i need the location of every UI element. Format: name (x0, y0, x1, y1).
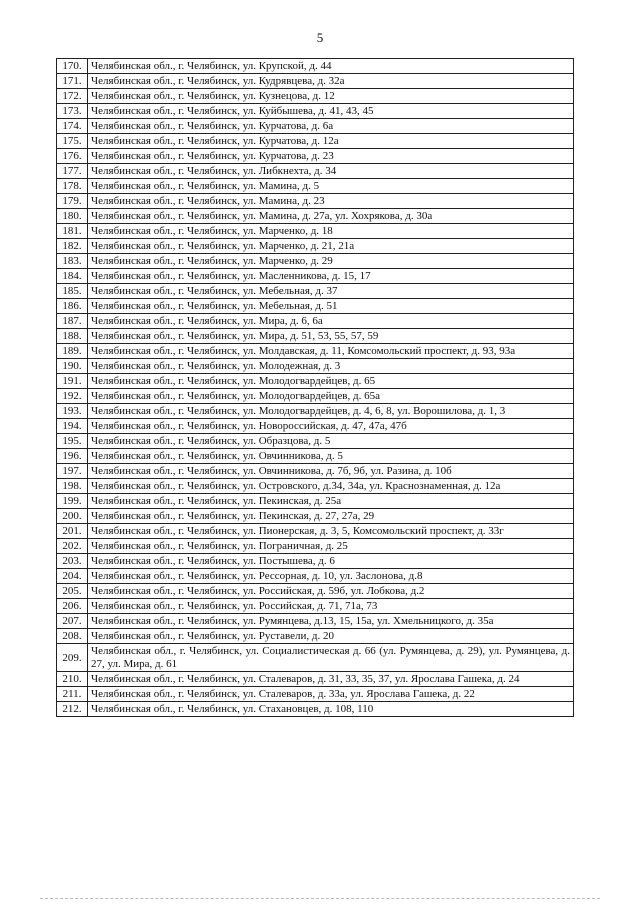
table-row (57, 134, 574, 149)
row-number: 207. (57, 614, 88, 629)
row-address: Челябинская обл., г. Челябинск, ул. Кудрявцева, д. 32а (88, 74, 574, 89)
row-address: Челябинская обл., г. Челябинск, ул. Мамина, д. 23 (88, 194, 574, 209)
table-row (57, 194, 574, 209)
row-number: 202. (57, 539, 88, 554)
table-row (57, 554, 574, 569)
row-number: 175. (57, 134, 88, 149)
row-number: 179. (57, 194, 88, 209)
row-address: Челябинская обл., г. Челябинск, ул. Руставели, д. 20 (88, 629, 574, 644)
row-address: Челябинская обл., г. Челябинск, ул. Овчинникова, д. 7б, 9б, ул. Разина, д. 10б (88, 464, 574, 479)
row-address: Челябинская обл., г. Челябинск, ул. Масленникова, д. 15, 17 (88, 269, 574, 284)
table-row (57, 59, 574, 74)
row-address: Челябинская обл., г. Челябинск, ул. Пекинская, д. 27, 27а, 29 (88, 509, 574, 524)
address-table (56, 58, 574, 717)
table-row (57, 119, 574, 134)
table-row (57, 269, 574, 284)
table-row (57, 149, 574, 164)
row-number: 201. (57, 524, 88, 539)
row-number: 190. (57, 359, 88, 374)
row-number: 188. (57, 329, 88, 344)
row-address: Челябинская обл., г. Челябинск, ул. Овчинникова, д. 5 (88, 449, 574, 464)
row-number: 180. (57, 209, 88, 224)
row-number: 198. (57, 479, 88, 494)
row-address: Челябинская обл., г. Челябинск, ул. Молодогвардейцев, д. 65 (88, 374, 574, 389)
row-number: 196. (57, 449, 88, 464)
row-address: Челябинская обл., г. Челябинск, ул. Стахановцев, д. 108, 110 (88, 702, 574, 717)
table-row (57, 359, 574, 374)
row-address: Челябинская обл., г. Челябинск, ул. Либкнехта, д. 34 (88, 164, 574, 179)
table-row (57, 314, 574, 329)
row-number: 212. (57, 702, 88, 717)
row-address: Челябинская обл., г. Челябинск, ул. Курчатова, д. 12а (88, 134, 574, 149)
row-number: 174. (57, 119, 88, 134)
row-number: 176. (57, 149, 88, 164)
row-address: Челябинская обл., г. Челябинск, ул. Марченко, д. 18 (88, 224, 574, 239)
row-address: Челябинская обл., г. Челябинск, ул. Образцова, д. 5 (88, 434, 574, 449)
row-address: Челябинская обл., г. Челябинск, ул. Сталеваров, д. 31, 33, 35, 37, ул. Ярослава Гашека, д. 24 (88, 672, 574, 687)
table-row (57, 329, 574, 344)
row-number: 185. (57, 284, 88, 299)
table-row (57, 524, 574, 539)
table-row (57, 224, 574, 239)
row-number: 211. (57, 687, 88, 702)
row-number: 193. (57, 404, 88, 419)
row-address: Челябинская обл., г. Челябинск, ул. Постышева, д. 6 (88, 554, 574, 569)
table-row (57, 629, 574, 644)
table-row (57, 164, 574, 179)
row-address: Челябинская обл., г. Челябинск, ул. Сталеваров, д. 33а, ул. Ярослава Гашека, д. 22 (88, 687, 574, 702)
table-row (57, 239, 574, 254)
row-number: 171. (57, 74, 88, 89)
row-address: Челябинская обл., г. Челябинск, ул. Курчатова, д. 6а (88, 119, 574, 134)
table-row (57, 464, 574, 479)
table-row (57, 672, 574, 687)
row-number: 178. (57, 179, 88, 194)
row-address: Челябинская обл., г. Челябинск, ул. Мамина, д. 27а, ул. Хохрякова, д. 30а (88, 209, 574, 224)
row-address: Челябинская обл., г. Челябинск, ул. Молдавская, д. 11, Комсомольский проспект, д. 93, 93а (88, 344, 574, 359)
table-row (57, 687, 574, 702)
row-number: 194. (57, 419, 88, 434)
table-row (57, 344, 574, 359)
row-number: 187. (57, 314, 88, 329)
row-address: Челябинская обл., г. Челябинск, ул. Мебельная, д. 51 (88, 299, 574, 314)
table-row (57, 702, 574, 717)
table-row (57, 209, 574, 224)
page-number: 5 (316, 30, 324, 45)
row-address: Челябинская обл., г. Челябинск, ул. Рессорная, д. 10, ул. Заслонова, д.8 (88, 569, 574, 584)
table-row (57, 254, 574, 269)
row-number: 199. (57, 494, 88, 509)
row-address: Челябинская обл., г. Челябинск, ул. Кузнецова, д. 12 (88, 89, 574, 104)
row-address: Челябинская обл., г. Челябинск, ул. Молодогвардейцев, д. 4, 6, 8, ул. Ворошилова, д. 1, 3 (88, 404, 574, 419)
row-number: 189. (57, 344, 88, 359)
page-bottom-edge (40, 898, 600, 899)
row-number: 181. (57, 224, 88, 239)
row-address: Челябинская обл., г. Челябинск, ул. Марченко, д. 21, 21а (88, 239, 574, 254)
row-number: 177. (57, 164, 88, 179)
row-address: Челябинская обл., г. Челябинск, ул. Румянцева, д.13, 15, 15а, ул. Хмельницкого, д. 35а (88, 614, 574, 629)
row-address: Челябинская обл., г. Челябинск, ул. Крупской, д. 44 (88, 59, 574, 74)
table-row (57, 374, 574, 389)
table-row (57, 299, 574, 314)
row-number: 170. (57, 59, 88, 74)
row-number: 205. (57, 584, 88, 599)
address-table-body (57, 59, 574, 717)
row-number: 172. (57, 89, 88, 104)
row-number: 182. (57, 239, 88, 254)
row-number: 183. (57, 254, 88, 269)
row-address: Челябинская обл., г. Челябинск, ул. Молодогвардейцев, д. 65а (88, 389, 574, 404)
table-row (57, 74, 574, 89)
table-row (57, 539, 574, 554)
row-address: Челябинская обл., г. Челябинск, ул. Мамина, д. 5 (88, 179, 574, 194)
row-number: 203. (57, 554, 88, 569)
row-address: Челябинская обл., г. Челябинск, ул. Пограничная, д. 25 (88, 539, 574, 554)
table-row (57, 599, 574, 614)
row-number: 186. (57, 299, 88, 314)
row-number: 206. (57, 599, 88, 614)
table-row (57, 569, 574, 584)
table-row (57, 104, 574, 119)
row-address: Челябинская обл., г. Челябинск, ул. Курчатова, д. 23 (88, 149, 574, 164)
row-number: 195. (57, 434, 88, 449)
row-number: 200. (57, 509, 88, 524)
row-address: Челябинская обл., г. Челябинск, ул. Российская, д. 59б, ул. Лобкова, д.2 (88, 584, 574, 599)
row-address: Челябинская обл., г. Челябинск, ул. Мебельная, д. 37 (88, 284, 574, 299)
table-row (57, 284, 574, 299)
row-number: 197. (57, 464, 88, 479)
table-row (57, 584, 574, 599)
row-address: Челябинская обл., г. Челябинск, ул. Новороссийская, д. 47, 47а, 47б (88, 419, 574, 434)
row-number: 204. (57, 569, 88, 584)
row-number: 184. (57, 269, 88, 284)
table-row (57, 419, 574, 434)
row-address: Челябинская обл., г. Челябинск, ул. Социалистическая д. 66 (ул. Румянцева, д. 29), ул. Румянцева, д. 27, ул. Мира, д. 61 (88, 644, 574, 672)
row-number: 208. (57, 629, 88, 644)
row-number: 210. (57, 672, 88, 687)
row-address: Челябинская обл., г. Челябинск, ул. Мира, д. 51, 53, 55, 57, 59 (88, 329, 574, 344)
row-address: Челябинская обл., г. Челябинск, ул. Марченко, д. 29 (88, 254, 574, 269)
table-row (57, 434, 574, 449)
row-number: 173. (57, 104, 88, 119)
row-address: Челябинская обл., г. Челябинск, ул. Островского, д.34, 34а, ул. Краснознаменная, д. 12а (88, 479, 574, 494)
table-row (57, 179, 574, 194)
table-row (57, 89, 574, 104)
table-row (57, 404, 574, 419)
table-row (57, 509, 574, 524)
table-row (57, 494, 574, 509)
row-number: 209. (57, 644, 88, 672)
table-row (57, 614, 574, 629)
table-row (57, 389, 574, 404)
row-address: Челябинская обл., г. Челябинск, ул. Пионерская, д. 3, 5, Комсомольский проспект, д. 33г (88, 524, 574, 539)
table-row (57, 479, 574, 494)
table-row (57, 449, 574, 464)
row-address: Челябинская обл., г. Челябинск, ул. Куйбышева, д. 41, 43, 45 (88, 104, 574, 119)
table-row (57, 644, 574, 672)
row-address: Челябинская обл., г. Челябинск, ул. Молодежная, д. 3 (88, 359, 574, 374)
row-address: Челябинская обл., г. Челябинск, ул. Российская, д. 71, 71а, 73 (88, 599, 574, 614)
row-number: 191. (57, 374, 88, 389)
row-address: Челябинская обл., г. Челябинск, ул. Пекинская, д. 25а (88, 494, 574, 509)
row-address: Челябинская обл., г. Челябинск, ул. Мира, д. 6, 6а (88, 314, 574, 329)
row-number: 192. (57, 389, 88, 404)
